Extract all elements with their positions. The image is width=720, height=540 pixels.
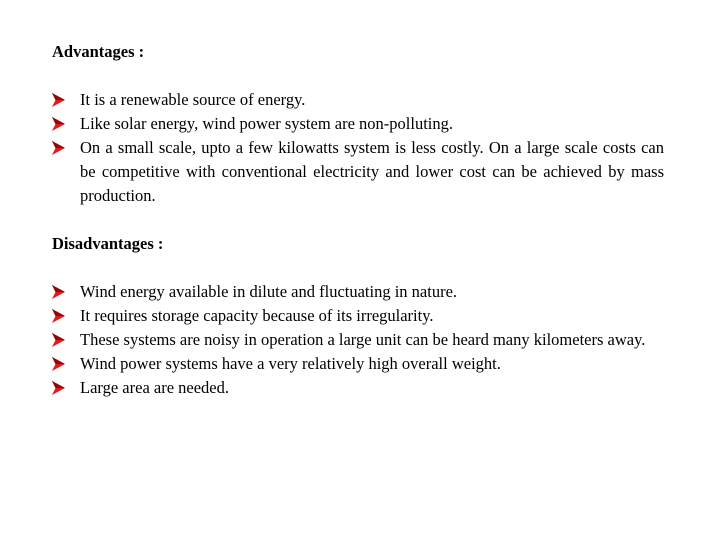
list-item [52, 376, 664, 400]
arrowhead-bullet-icon [52, 381, 65, 395]
arrowhead-bullet-icon [52, 357, 65, 371]
list-item [52, 280, 664, 304]
arrowhead-bullet-icon [52, 141, 65, 155]
list-item [52, 136, 664, 208]
list-item-text: These systems are noisy in operation a large unit can be heard many kilometers away. [80, 330, 646, 349]
arrowhead-bullet-icon [52, 117, 65, 131]
spacer [52, 256, 664, 280]
list-item-text: Wind energy available in dilute and fluctuating in nature. [80, 282, 458, 301]
arrowhead-bullet-icon [52, 333, 65, 347]
advantages-heading: Advantages : [52, 42, 145, 61]
disadvantages-heading: Disadvantages : [52, 234, 164, 253]
list-item-text: Wind power systems have a very relatively high overall weight. [80, 354, 501, 373]
list-item [52, 88, 664, 112]
advantages-list [52, 88, 664, 208]
arrowhead-bullet-icon [52, 309, 65, 323]
list-item-text: On a small scale, upto a few kilowatts system is less costly. On a large scale costs can be competitive with conventional electricity and lower cost can be achieved by mass production. [80, 138, 664, 205]
list-item-text: Large area are needed. [80, 378, 229, 397]
list-item [52, 352, 664, 376]
spacer [52, 64, 664, 88]
list-item [52, 328, 664, 352]
arrowhead-bullet-icon [52, 285, 65, 299]
list-item-text: Like solar energy, wind power system are non-polluting. [80, 114, 453, 133]
spacer [52, 208, 664, 232]
disadvantages-list [52, 280, 664, 400]
list-item [52, 112, 664, 136]
arrowhead-bullet-icon [52, 93, 65, 107]
list-item-text: It requires storage capacity because of its irregularity. [80, 306, 434, 325]
slide-content [52, 40, 664, 400]
list-item-text: It is a renewable source of energy. [80, 90, 306, 109]
list-item [52, 304, 664, 328]
